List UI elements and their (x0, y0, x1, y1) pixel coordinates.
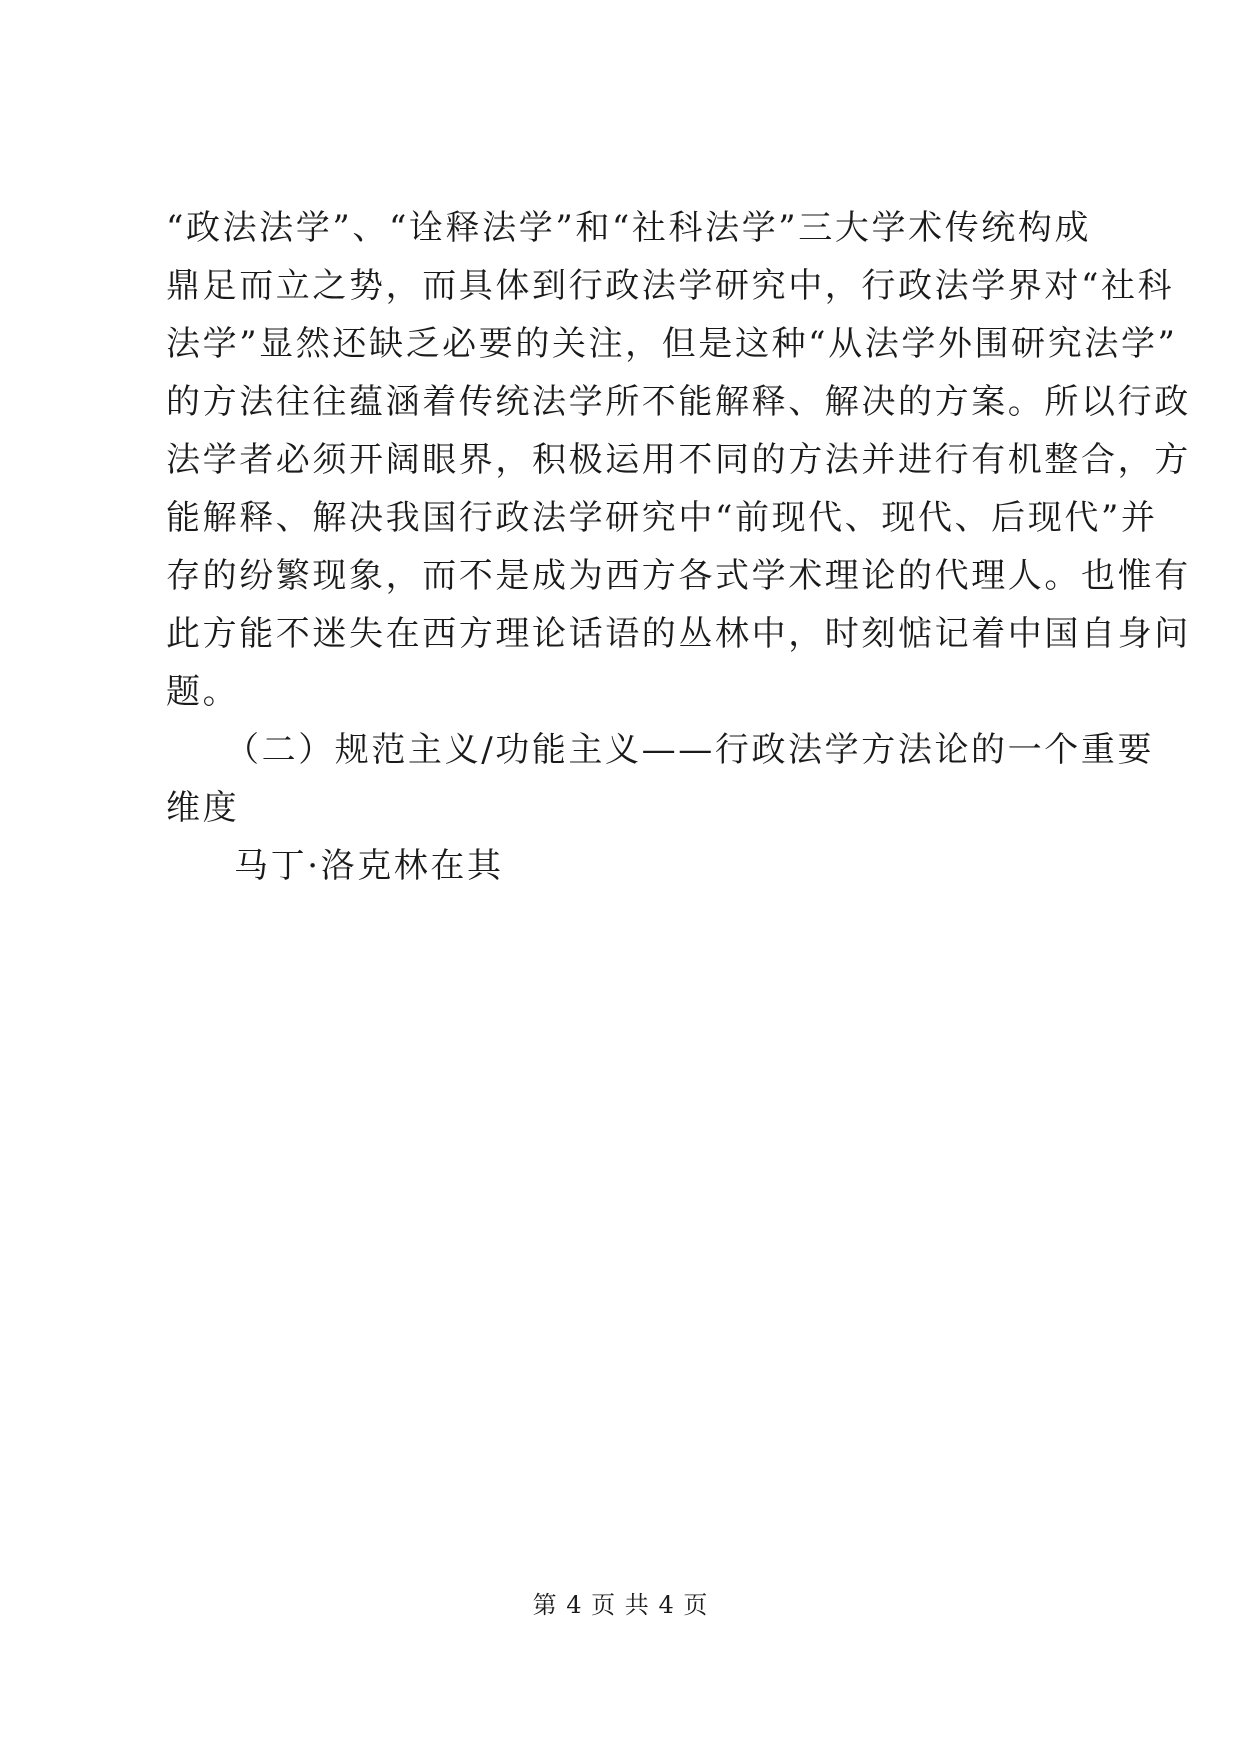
paragraph-line: 法学者必须开阔眼界，积极运用不同的方法并进行有机整合，方 (166, 440, 1191, 480)
paragraph-line: 鼎足而立之势，而具体到行政法学研究中，行政法学界对“社科 (166, 266, 1175, 306)
paragraph-line: 存的纷繁现象，而不是成为西方各式学术理论的代理人。也惟有 (166, 556, 1191, 596)
paragraph-line: 此方能不迷失在西方理论话语的丛林中，时刻惦记着中国自身问 (166, 614, 1191, 654)
paragraph-line: “政法法学”、“诠释法学”和“社科法学”三大学术传统构成 (166, 208, 1092, 248)
paragraph-line: 法学”显然还缺乏必要的关注，但是这种“从法学外围研究法学” (166, 324, 1178, 364)
paragraph-line: 能解释、解决我国行政法学研究中“前现代、现代、后现代”并 (166, 498, 1158, 538)
paragraph-line: 题。 (166, 672, 240, 712)
paragraph-line: 马丁·洛克林在其 (234, 846, 504, 886)
page-number-footer: 第 4 页 共 4 页 (532, 1591, 709, 1619)
section-heading-line: 维度 (166, 788, 240, 828)
paragraph-line: 的方法往往蕴涵着传统法学所不能解释、解决的方案。所以行政 (166, 382, 1191, 422)
section-heading-line: （二）规范主义/功能主义——行政法学方法论的一个重要 (225, 730, 1155, 770)
